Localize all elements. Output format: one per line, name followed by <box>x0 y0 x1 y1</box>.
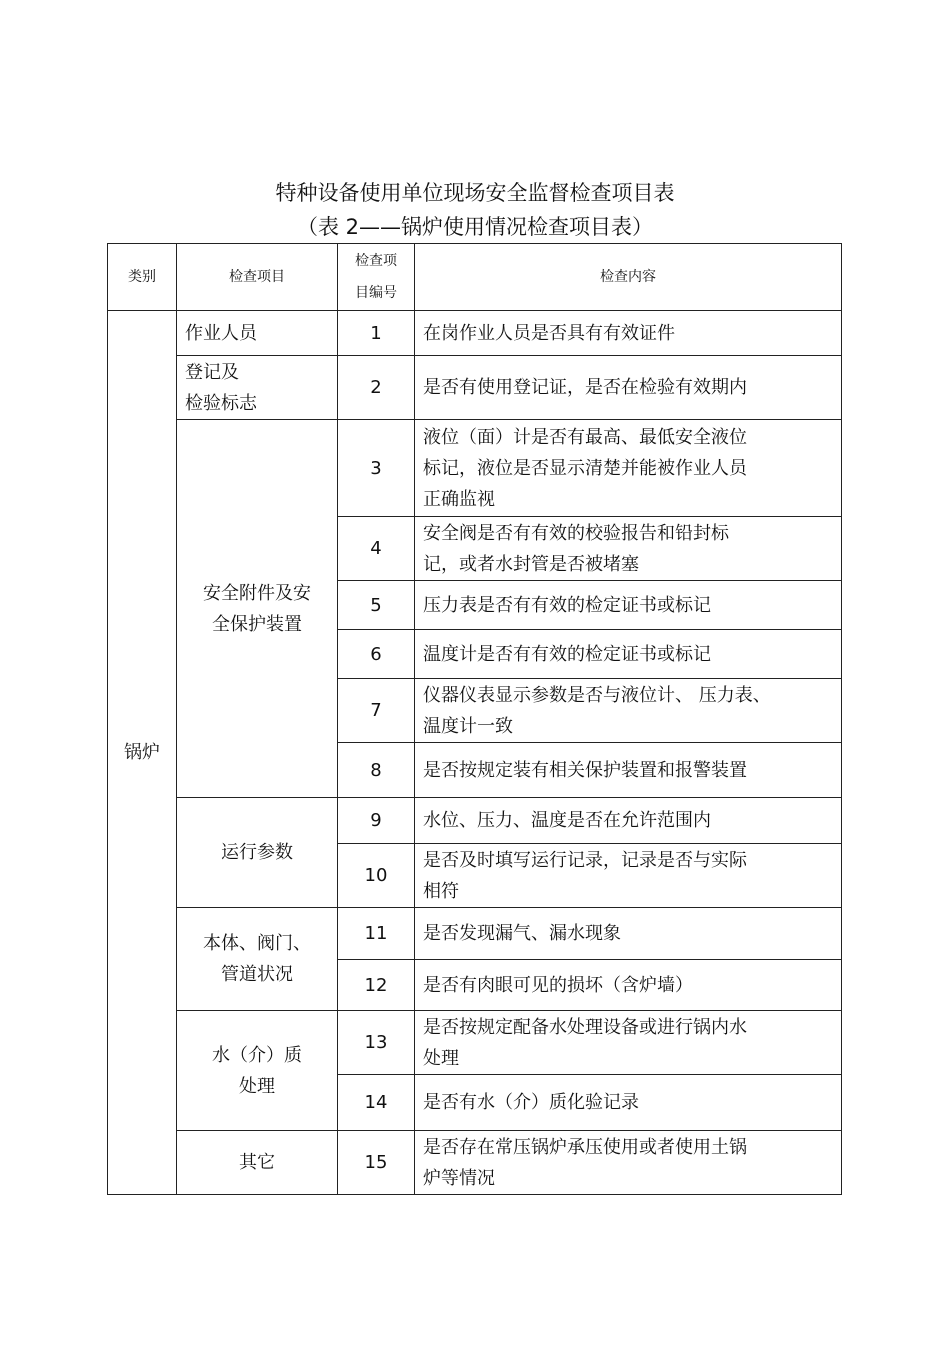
item-number: 15 <box>338 1131 415 1195</box>
item-content: 仪器仪表显示参数是否与液位计、 压力表、 温度计一致 <box>415 679 842 743</box>
table-row <box>108 420 842 517</box>
item-number: 8 <box>338 743 415 798</box>
page-title: 特种设备使用单位现场安全监督检查项目表 <box>275 181 675 205</box>
item-content: 液位（面）计是否有最高、最低安全液位 标记，液位是否显示清楚并能被作业人员 正确监视 <box>415 420 842 517</box>
page-subtitle: （表 2——锅炉使用情况检查项目表） <box>296 215 654 239</box>
item-number: 7 <box>338 679 415 743</box>
table-row <box>108 1011 842 1075</box>
item-cell: 运行参数 <box>177 798 338 908</box>
item-content: 是否有水（介）质化验记录 <box>415 1075 842 1131</box>
item-number: 14 <box>338 1075 415 1131</box>
item-number: 12 <box>338 960 415 1011</box>
item-number: 6 <box>338 630 415 679</box>
item-cell: 登记及 检验标志 <box>177 356 338 420</box>
item-content: 在岗作业人员是否具有有效证件 <box>415 311 842 356</box>
item-content: 安全阀是否有有效的校验报告和铅封标 记，或者水封管是否被堵塞 <box>415 517 842 581</box>
table-row <box>108 908 842 960</box>
item-cell: 水（介）质 处理 <box>177 1011 338 1131</box>
item-number: 4 <box>338 517 415 581</box>
item-cell: 安全附件及安 全保护装置 <box>177 420 338 798</box>
item-cell: 本体、阀门、 管道状况 <box>177 908 338 1011</box>
item-number: 10 <box>338 844 415 908</box>
item-cell: 其它 <box>177 1131 338 1195</box>
item-content: 是否有使用登记证，是否在检验有效期内 <box>415 356 842 420</box>
header-content: 检查内容 <box>415 244 842 311</box>
item-number: 3 <box>338 420 415 517</box>
item-content: 是否发现漏气、漏水现象 <box>415 908 842 960</box>
item-content: 压力表是否有有效的检定证书或标记 <box>415 581 842 630</box>
item-content: 是否按规定装有相关保护装置和报警装置 <box>415 743 842 798</box>
item-number: 5 <box>338 581 415 630</box>
item-number: 2 <box>338 356 415 420</box>
table-row <box>108 356 842 420</box>
inspection-table <box>107 243 842 1195</box>
item-number: 9 <box>338 798 415 844</box>
header-row <box>108 244 842 311</box>
item-content: 温度计是否有有效的检定证书或标记 <box>415 630 842 679</box>
header-category: 类别 <box>108 244 177 311</box>
item-number: 11 <box>338 908 415 960</box>
table-row <box>108 311 842 356</box>
item-content: 是否有肉眼可见的损坏（含炉墙） <box>415 960 842 1011</box>
category-cell: 锅炉 <box>108 311 177 1195</box>
item-number: 13 <box>338 1011 415 1075</box>
item-cell: 作业人员 <box>177 311 338 356</box>
item-content: 是否按规定配备水处理设备或进行锅内水 处理 <box>415 1011 842 1075</box>
item-content: 是否及时填写运行记录，记录是否与实际 相符 <box>415 844 842 908</box>
header-number: 检查项 目编号 <box>338 244 415 311</box>
table-row <box>108 1131 842 1195</box>
item-number: 1 <box>338 311 415 356</box>
item-content: 水位、压力、温度是否在允许范围内 <box>415 798 842 844</box>
header-item: 检查项目 <box>177 244 338 311</box>
table-row <box>108 798 842 844</box>
item-content: 是否存在常压锅炉承压使用或者使用土锅 炉等情况 <box>415 1131 842 1195</box>
